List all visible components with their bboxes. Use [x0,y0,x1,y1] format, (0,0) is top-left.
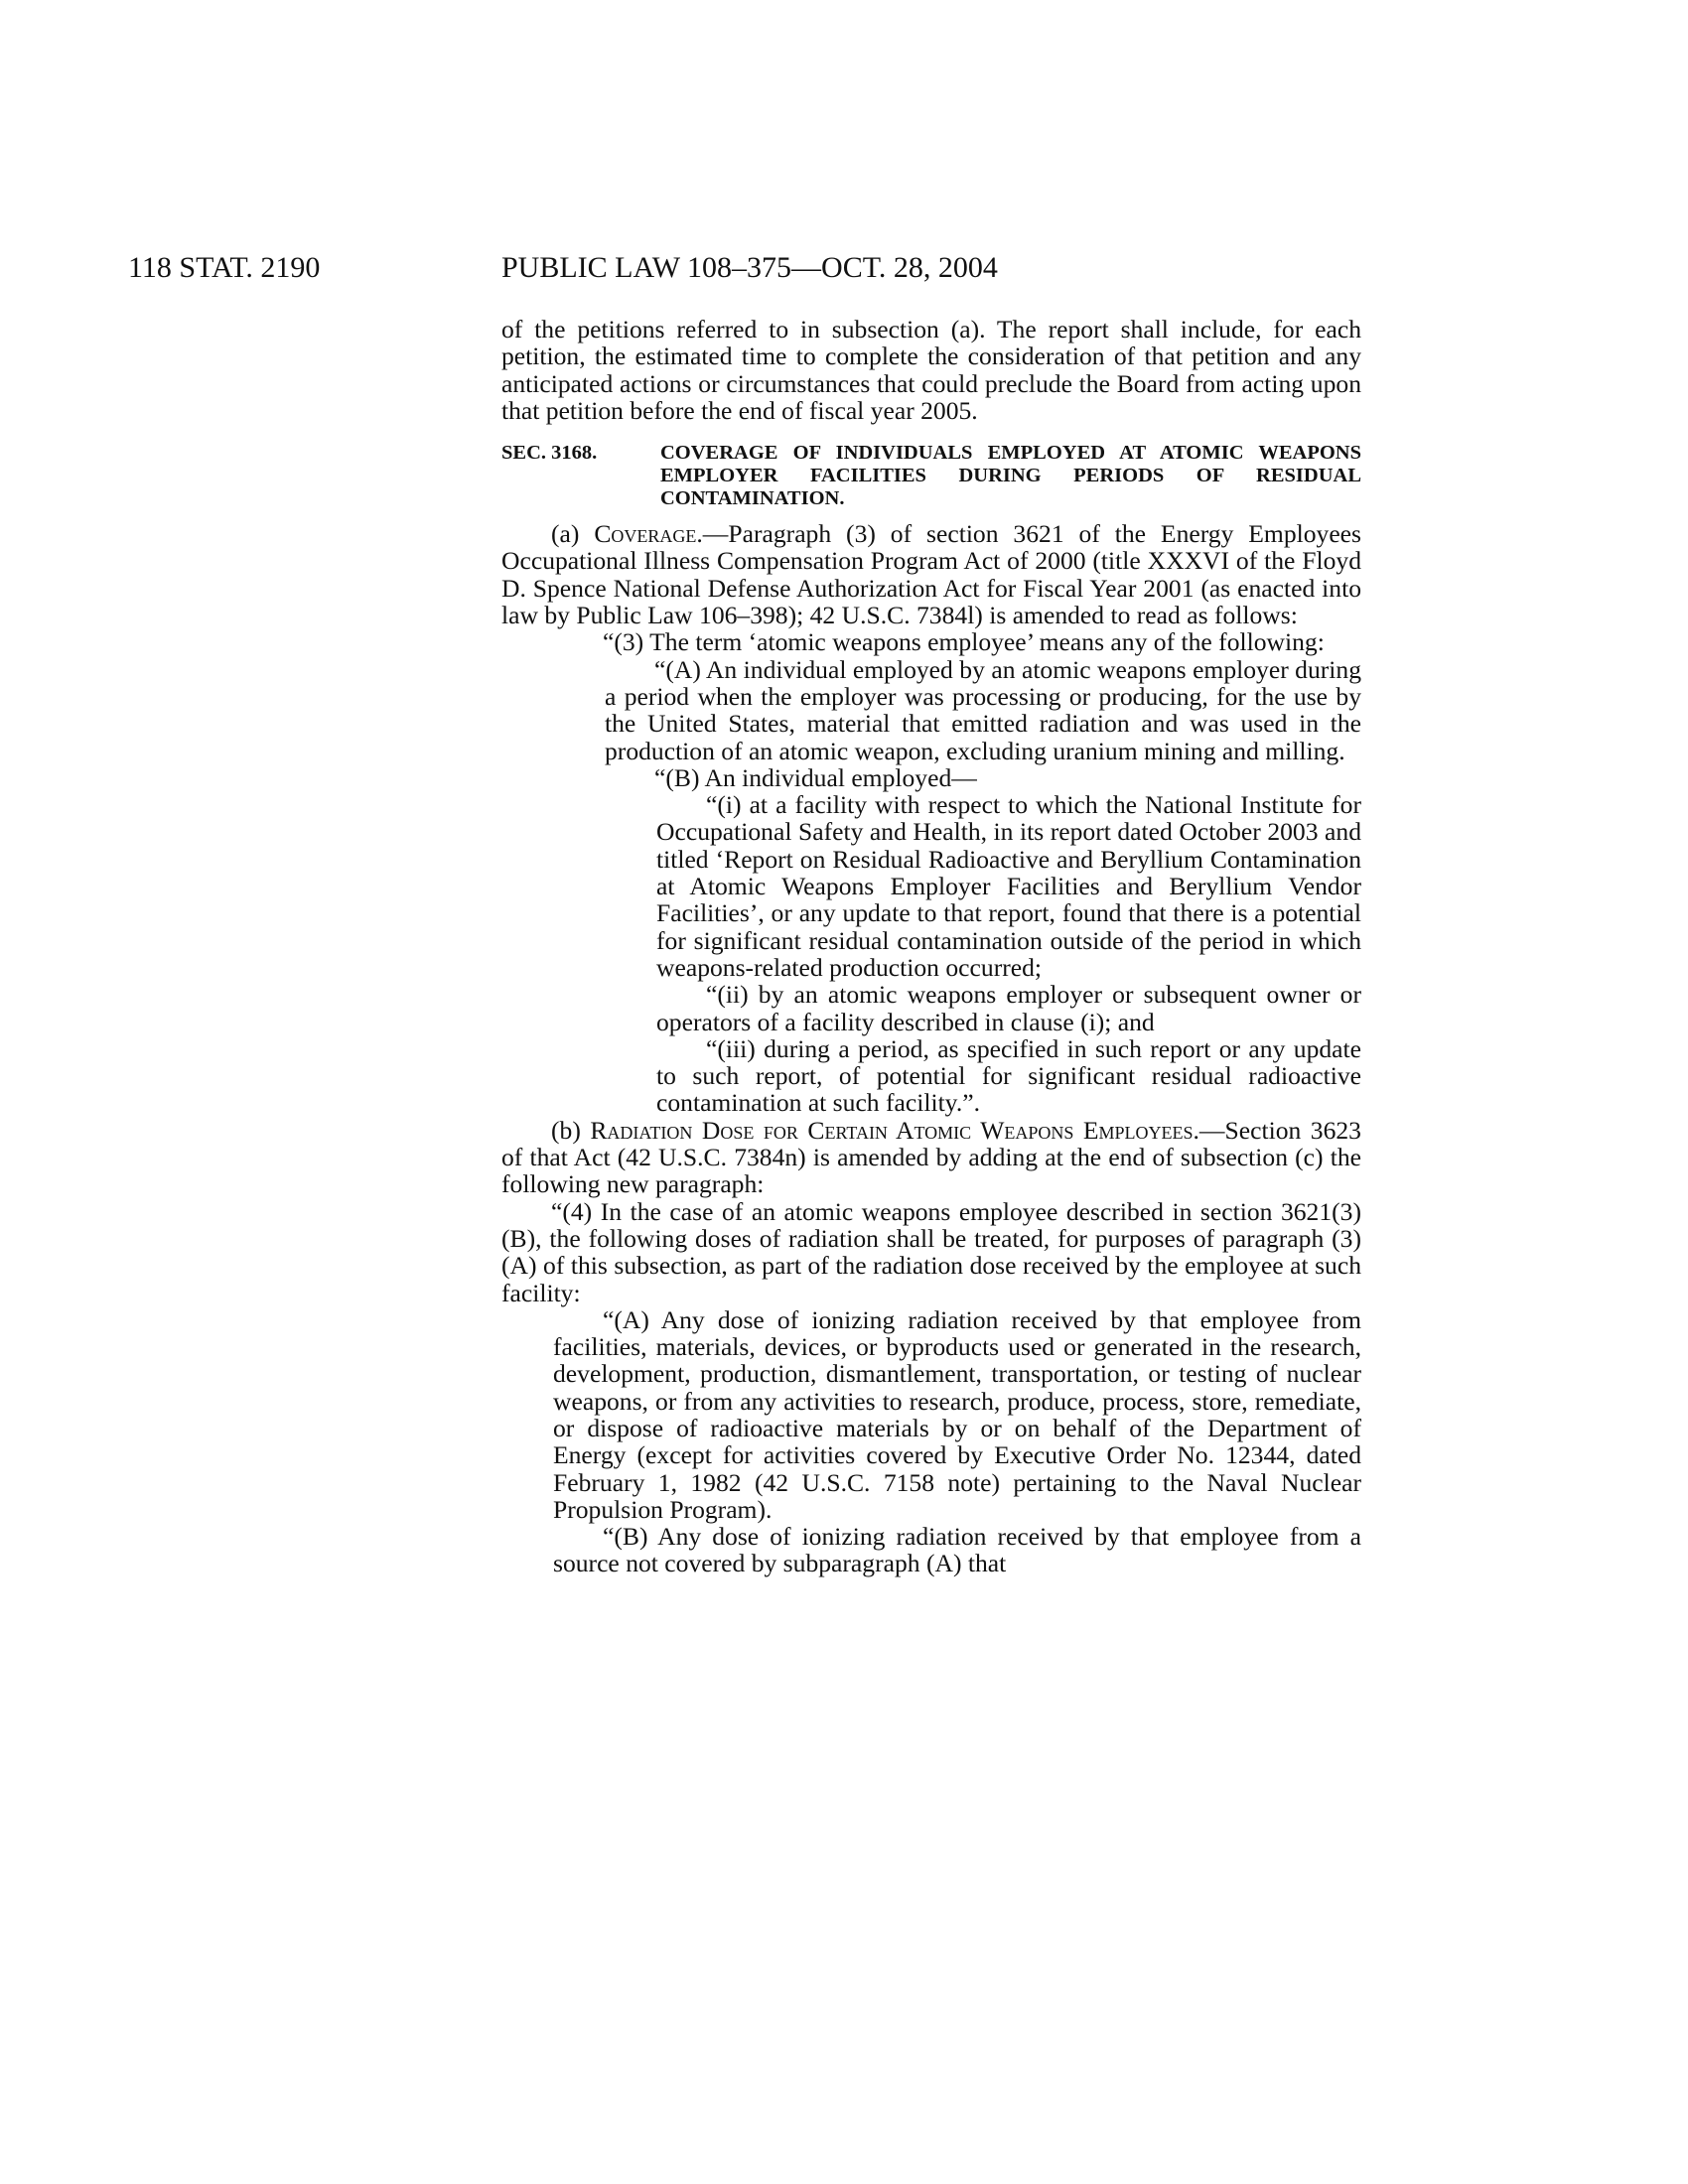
paragraph-4: “(4) In the case of an atomic weapons employee described in section 3621(3)(B), the following doses of radiation shall be treated, for purposes of paragraph (3)(A) of this subsection, as part of the radiation dose received by the employee at such facility: [501,1196,1361,1307]
section-title: COVERAGE OF INDIVIDUALS EMPLOYED AT ATOMIC WEAPONS EMPLOYER FACILITIES DURING PERIODS OF RESIDUAL CONTAMINATION. [660,442,1361,510]
clause-i: “(i) at a facility with respect to which the National Institute for Occupational Safety and Health, in its report dated October 2003 and titled ‘Report on Residual Radioactive and Beryllium Contamination at Atomic Weapons Employer Facilities and Beryllium Vendor Facilities’, or any update to that report, found that there is a potential for significant residual contamination outside of the period in which weapons-related production occurred; [656,790,1361,982]
statute-page-number: 118 STAT. 2190 [128,251,321,284]
section-heading [501,442,1361,510]
paragraph-4-A: “(A) Any dose of ionizing radiation received by that employee from facilities, materials, devices, or byproducts used or generated in the research, development, production, dismantlement, transportation, or testing of nuclear weapons, or from any activities to research, produce, process, store, remediate, or dispose of radioactive materials by or on behalf of the Department of Energy (except for activities covered by Executive Order No. 12344, dated February 1, 1982 (42 U.S.C. 7158 note) pertaining to the Naval Nuclear Propulsion Program). [553,1304,1361,1524]
subsection-a-heading: Coverage [594,519,697,549]
subsection-b-heading: Radiation Dose for Certain Atomic Weapons Employees [590,1115,1194,1145]
intro-paragraph: of the petitions referred to in subsection (a). The report shall include, for each petition, the estimated time to complete the consideration of that petition and any anticipated actions or circumstances that could preclude the Board from acting upon that petition before the end of fiscal year 2005. [501,315,1361,425]
paragraph-4-B: “(B) Any dose of ionizing radiation received by that employee from a source not covered by subparagraph (A) that [553,1522,1361,1578]
clause-iii: “(iii) during a period, as specified in such report or any update to such report, of potential for significant residual radioactive contamination at such facility.”. [656,1033,1361,1118]
subsection-a-text: .—Paragraph (3) of section 3621 of the Energy Employees Occupational Illness Compensation Program Act of 2000 (title XXXVI of the Floyd D. Spence National Defense Authorization Act for Fiscal Year 2001 (as enacted into law by Public Law 106–398); 42 U.S.C. 7384l) is amended to read as follows: [501,519,1362,630]
subsection-a [501,520,1361,628]
subsection-b-label: (b) [551,1115,591,1145]
running-head: PUBLIC LAW 108–375—OCT. 28, 2004 [501,251,998,284]
section-number: SEC. 3168. [501,442,598,465]
subparagraph-B: “(B) An individual employed— [654,762,977,792]
subsection-b [501,1117,1361,1198]
paragraph-3: “(3) The term ‘atomic weapons employee’ means any of the following: [603,627,1325,657]
clause-ii: “(ii) by an atomic weapons employer or subsequent owner or operators of a facility described in clause (i); and [656,980,1361,1036]
subsection-b-text: .—Section 3623 of that Act (42 U.S.C. 7384n) is amended by adding at the end of subsection (c) the following new paragraph: [501,1115,1361,1199]
subsection-a-label: (a) [551,519,595,549]
subparagraph-A: “(A) An individual employed by an atomic weapons employer during a period when the employer was processing or producing, for the use by the United States, material that emitted radiation and was used in the production of an atomic weapon, excluding uranium mining and milling. [605,654,1361,765]
document-body [501,316,1361,1577]
